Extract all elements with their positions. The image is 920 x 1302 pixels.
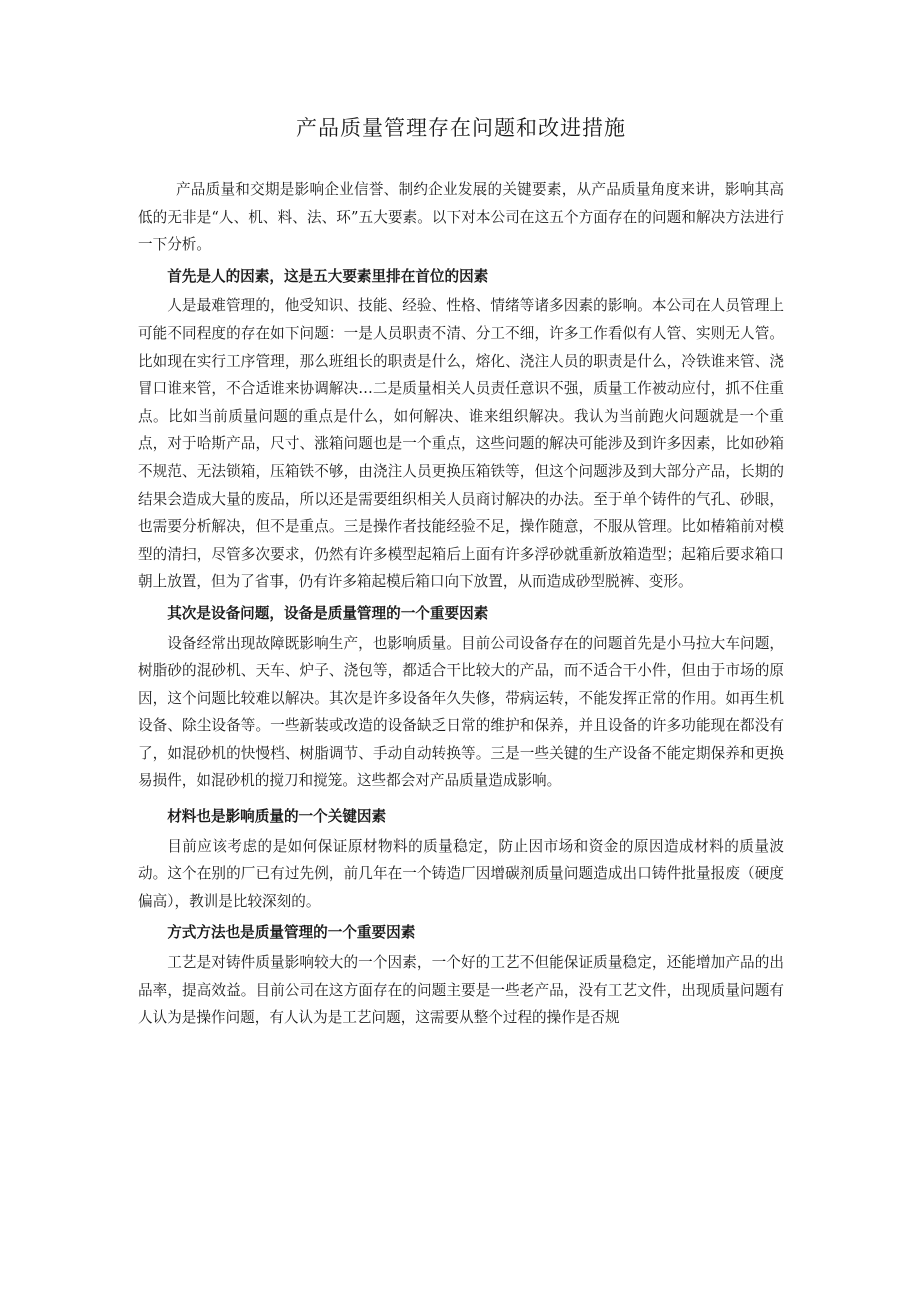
- section-heading-equipment: 其次是设备问题，设备是质量管理的一个重要因素: [167, 604, 489, 622]
- section-heading-method: 方式方法也是质量管理的一个重要因素: [167, 924, 416, 942]
- section-heading-material: 材料也是影响质量的一个关键因素: [167, 808, 387, 826]
- section-body-people: 人是最难管理的，他受知识、技能、经验、性格、情绪等诸多因素的影响。本公司在人员管理上可能不同程度的存在如下问题：一是人员职责不清、分工不细，许多工作看似有人管、实则无人管。比如现在实行工序管理，那么班组长的职责是什么，熔化、浇注人员的职责是什么，冷铁谁来管、浇冒口谁来管，不合适谁来协调解决…二是质量相关人员责任意识不强，质量工作被动应付，抓不住重点。比如当前质量问题的重点是什么，如何解决、谁来组织解决。我认为当前跑火问题就是一个重点，对于哈斯产品，尺寸、涨箱问题也是一个重点，这些问题的解决可能涉及到许多因素，比如砂箱不规范、无法锁箱，压箱铁不够，由浇注人员更换压箱铁等，但这个问题涉及到大部分产品，长期的结果会造成大量的废品，所以还是需要组织相关人员商讨解决的办法。至于单个铸件的气孔、砂眼，也需要分析解决，但不是重点。三是操作者技能经验不足，操作随意，不服从管理。比如椿箱前对模型的清扫，尽管多次要求，仍然有许多模型起箱后上面有许多浮砂就重新放箱造型；起箱后要求箱口朝上放置，但为了省事，仍有许多箱起模后箱口向下放置，从而造成砂型脱裤、变形。: [138, 297, 784, 591]
- document-title: 产品质量管理存在问题和改进措施: [296, 116, 626, 140]
- section-body-method: 工艺是对铸件质量影响较大的一个因素，一个好的工艺不但能保证质量稳定，还能增加产品的出品率，提高效益。目前公司在这方面存在的问题主要是一些老产品，没有工艺文件，出现质量问题有人认为是操作问题，有人认为是工艺问题，这需要从整个过程的操作是否规: [138, 954, 784, 1027]
- section-body-material: 目前应该考虑的是如何保证原材物料的质量稳定，防止因市场和资金的原因造成材料的质量波动。这个在别的厂已有过先例，前几年在一个铸造厂因增碳剂质量问题造成出口铸件批量报废（硬度偏高），教训是比较深刻的。: [138, 837, 784, 910]
- section-body-equipment: 设备经常出现故障既影响生产，也影响质量。目前公司设备存在的问题首先是小马拉大车问题，树脂砂的混砂机、天车、炉子、浇包等，都适合干比较大的产品，而不适合干小件，但由于市场的原因，这个问题比较难以解决。其次是许多设备年久失修，带病运转，不能发挥正常的作用。如再生机设备、除尘设备等。一些新装或改造的设备缺乏日常的维护和保养，并且设备的许多功能现在都没有了，如混砂机的快慢档、树脂调节、手动自动转换等。三是一些关键的生产设备不能定期保养和更换易损件，如混砂机的搅刀和搅笼。这些都会对产品质量造成影响。: [138, 634, 784, 790]
- section-heading-people: 首先是人的因素，这是五大要素里排在首位的因素: [167, 267, 489, 285]
- intro-paragraph: 产品质量和交期是影响企业信誉、制约企业发展的关键要素，从产品质量角度来讲，影响其高低的无非是“人、机、料、法、环”五大要素。以下对本公司在这五个方面存在的问题和解决方法进行一下分析。: [138, 181, 784, 254]
- document-page: [138, 110, 784, 1032]
